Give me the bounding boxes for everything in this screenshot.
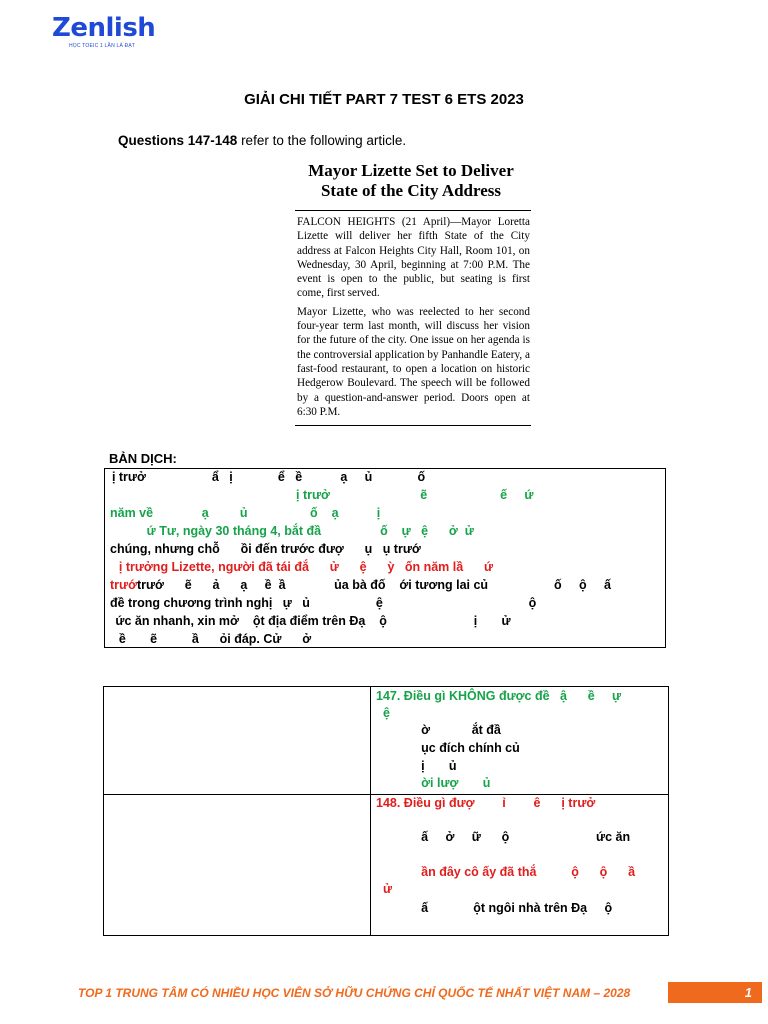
logo-tagline: HỌC TOEIC 1 LẦN LÀ ĐẠT xyxy=(69,43,136,49)
article-title-line1: Mayor Lizette Set to Deliver xyxy=(308,161,514,180)
page-number: 1 xyxy=(668,982,762,1003)
translation-line: ứ Tư, ngày 30 tháng 4, bắt đầ ố ự ệ ở ử xyxy=(105,524,474,538)
article-title xyxy=(291,161,531,201)
article-clipping xyxy=(291,154,531,426)
translation-line-red-part: trướ xyxy=(110,578,137,592)
q147-option-a: ờ ắt đầ xyxy=(376,723,501,737)
logo-wordmark: Zenlish xyxy=(52,13,156,43)
translation-line: ị trưởng Lizette, người đã tái đắ ử ệ ỳ ốn năm lầ ứ xyxy=(105,560,494,574)
questions-range: Questions 147-148 xyxy=(118,133,238,148)
translation-label: BẢN DỊCH: xyxy=(109,451,177,466)
q147-option-d: ời lượ ủ xyxy=(376,776,491,790)
q148-option-c: ấ ột ngôi nhà trên Đạ ộ xyxy=(376,901,613,915)
article-paragraph-2: Mayor Lizette, who was reelected to her second four-year term last month, will discuss her vision for the future of the city. One issue on her agenda is the controversial application by Panhandle Eatery, a fast-food restaurant, to open a location on historic Hedgerow Boulevard. The speech will be followed by a question-and-answer period. Doors open at 6:30 P.M. xyxy=(297,305,530,418)
translation-line: ị trưở ẽ ế ứ xyxy=(105,488,534,502)
table-row-divider xyxy=(104,794,668,795)
article-top-rule xyxy=(295,210,531,211)
translation-line xyxy=(110,578,611,592)
page-title: GIẢI CHI TIẾT PART 7 TEST 6 ETS 2023 xyxy=(244,91,524,108)
footer-slogan: TOP 1 TRUNG TÂM CÓ NHIỀU HỌC VIÊN SỞ HỮU CHỨNG CHỈ QUỐC TẾ NHẤT VIỆT NAM – 2028 xyxy=(78,986,631,1000)
q147-question-cont: ệ xyxy=(376,706,390,720)
questions-instruction: refer to the following article. xyxy=(237,133,407,148)
translation-line: ị trưở ẩ ị ể ề ạ ủ ố xyxy=(105,470,426,484)
translation-line: ề ẽ ầ ỏi đáp. Cử ở xyxy=(105,632,312,646)
article-bottom-rule xyxy=(295,425,531,426)
translation-line: đề trong chương trình nghị ự ủ ệ ộ xyxy=(110,596,537,610)
q147-option-c: ị ủ xyxy=(376,759,457,773)
q147-question: 147. Điều gì KHÔNG được đề ậ ề ự xyxy=(376,689,622,703)
article-title-line2: State of the City Address xyxy=(320,181,502,200)
translation-box xyxy=(104,468,666,648)
zenlish-logo xyxy=(52,14,162,54)
translation-line: năm về ạ ủ ố ạ ị xyxy=(110,506,381,520)
questions-intro xyxy=(118,133,406,148)
q148-option-b: ần đây cô ấy đã thắ ộ ộ ầ xyxy=(376,865,636,879)
questions-table xyxy=(103,686,669,936)
q148-option-b-cont: ử xyxy=(376,882,392,896)
q148-option-a: ấ ở ữ ộ ức ăn xyxy=(376,830,631,844)
translation-line-text: trướ ẽ ả ạ ề ầ ủa bà đố ới tương lai củ ố ộ ấ xyxy=(136,578,611,592)
q147-option-b: ục đích chính củ xyxy=(376,741,520,755)
article-paragraph-1: FALCON HEIGHTS (21 April)—Mayor Loretta Lizette will deliver her fifth State of the City address at Falcon Heights City Hall, Room 101, on Wednesday, 30 April, beginning at 7:00 P.M. The event is open to the public, but seating is first come, first served. xyxy=(297,216,530,300)
q148-question: 148. Điều gì đượ ỉ ê ị trưở xyxy=(376,796,596,810)
translation-line: ức ăn nhanh, xin mở ột địa điểm trên Đạ ộ ị ử xyxy=(105,614,511,628)
table-column-divider xyxy=(370,687,371,935)
translation-line: chúng, nhưng chỗ ồi đến trước đượ ụ ụ trướ xyxy=(110,542,421,556)
